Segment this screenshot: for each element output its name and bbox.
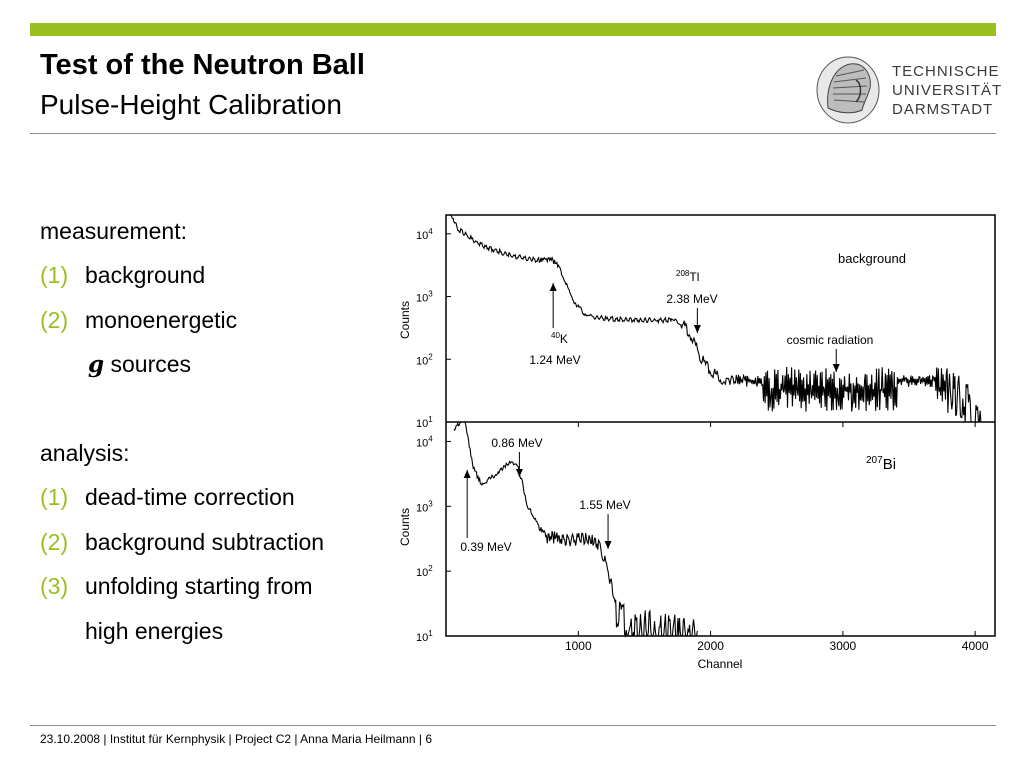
y-tick-label [416,629,433,644]
annotation-cosmic-arrow-head [833,364,840,372]
item-text: background subtraction [85,529,325,555]
annotation-k40-arrow-head [550,283,557,291]
annotation-k40-super: 40 [551,331,560,340]
y-tick-label [416,499,433,514]
y-tick-base: 10 [416,502,429,515]
x-tick-label: 1000 [564,639,592,653]
analysis-item-3-continuation: high energies [85,618,224,644]
y-tick-label [416,227,433,242]
y-tick-exponent: 2 [428,352,433,362]
analysis-item-3 [40,572,313,600]
annotation-086-arrow-head [516,469,523,477]
measurement-item-1 [40,261,205,289]
item-number: (2) [40,529,69,555]
y-tick-base: 10 [416,567,429,580]
x-axis-label: Channel [697,657,743,671]
gamma-sources-line [88,350,191,379]
y-tick-label [416,434,433,449]
gamma-symbol: g [88,351,105,378]
header-divider [30,133,996,134]
y-tick-base: 10 [416,418,429,430]
panel1-y-label: Counts [398,300,412,340]
annotation-039-energy: 0.39 MeV [460,540,512,554]
annotation-k40-name: K [559,332,568,346]
y-tick-label [416,352,433,367]
annotation-039-arrow-head [464,470,471,478]
athena-head-icon [806,50,888,130]
annotation-k40-energy: 1.24 MeV [529,353,581,367]
analysis-item-1 [40,483,295,511]
y-tick-exponent: 1 [428,629,433,638]
gamma-sources-text: sources [110,351,192,377]
annotation-155-arrow-head [605,541,612,549]
panel2-title-main: Bi [882,456,897,473]
y-tick-exponent: 4 [428,226,433,236]
annotation-086-energy: 0.86 MeV [491,436,543,450]
y-tick-exponent: 2 [428,564,433,574]
footer-divider [30,725,996,726]
y-tick-label [416,564,433,579]
annotation-k40-label [551,331,568,346]
series-line-background [450,215,982,422]
annotation-tl208-name: Tl [689,270,700,284]
measurement-item-2 [40,306,237,334]
series-line-bi207 [454,422,697,636]
y-tick-base: 10 [416,292,429,305]
accent-bar [30,23,996,36]
logo-line-3: DARMSTADT [892,101,994,118]
item-text: background [85,262,206,288]
annotation-cosmic-label: cosmic radiation [786,333,874,347]
logo-text [892,62,1002,119]
panel1-title: background [838,251,906,266]
y-tick-exponent: 4 [428,434,433,444]
plot-frame [446,215,995,636]
annotation-tl208-arrow-head [694,325,701,333]
logo-line-2: UNIVERSITÄT [892,82,1003,99]
annotation-155-energy: 1.55 MeV [579,498,631,512]
x-tick-label: 4000 [961,639,989,653]
analysis-heading: analysis: [40,440,130,466]
item-number: (1) [40,262,69,288]
slide-title: Test of the Neutron Ball [40,49,365,81]
logo-line-1: TECHNISCHE [892,63,1000,80]
annotation-tl208-energy: 2.38 MeV [666,292,718,306]
y-tick-base: 10 [416,355,429,368]
annotation-tl208-super: 208 [676,269,690,278]
analysis-item-2 [40,528,324,556]
panel2-title [866,455,896,473]
item-text: monoenergetic [85,307,238,333]
y-tick-base: 10 [416,632,429,644]
y-tick-base: 10 [416,229,429,242]
y-tick-exponent: 3 [428,289,433,299]
item-number: (3) [40,573,69,599]
footer-text: 23.10.2008 | Institut für Kernphysik | Project C2 | Anna Maria Heilmann | 6 [40,732,433,746]
y-tick-label [416,290,433,305]
item-text: unfolding starting from [85,573,313,599]
annotation-tl208-label [676,269,699,284]
panel2-y-label: Counts [398,507,412,547]
item-text: dead-time correction [85,484,295,510]
y-tick-exponent: 3 [428,499,433,509]
slide-subtitle: Pulse-Height Calibration [40,89,342,120]
item-number: (1) [40,484,69,510]
item-number: (2) [40,307,69,333]
y-tick-label [416,415,433,430]
panel2-title-super: 207 [866,455,883,466]
y-tick-base: 10 [416,437,429,450]
x-tick-label: 2000 [697,639,724,653]
measurement-heading: measurement: [40,218,188,244]
x-tick-label: 3000 [829,639,857,653]
y-tick-exponent: 1 [428,415,433,424]
